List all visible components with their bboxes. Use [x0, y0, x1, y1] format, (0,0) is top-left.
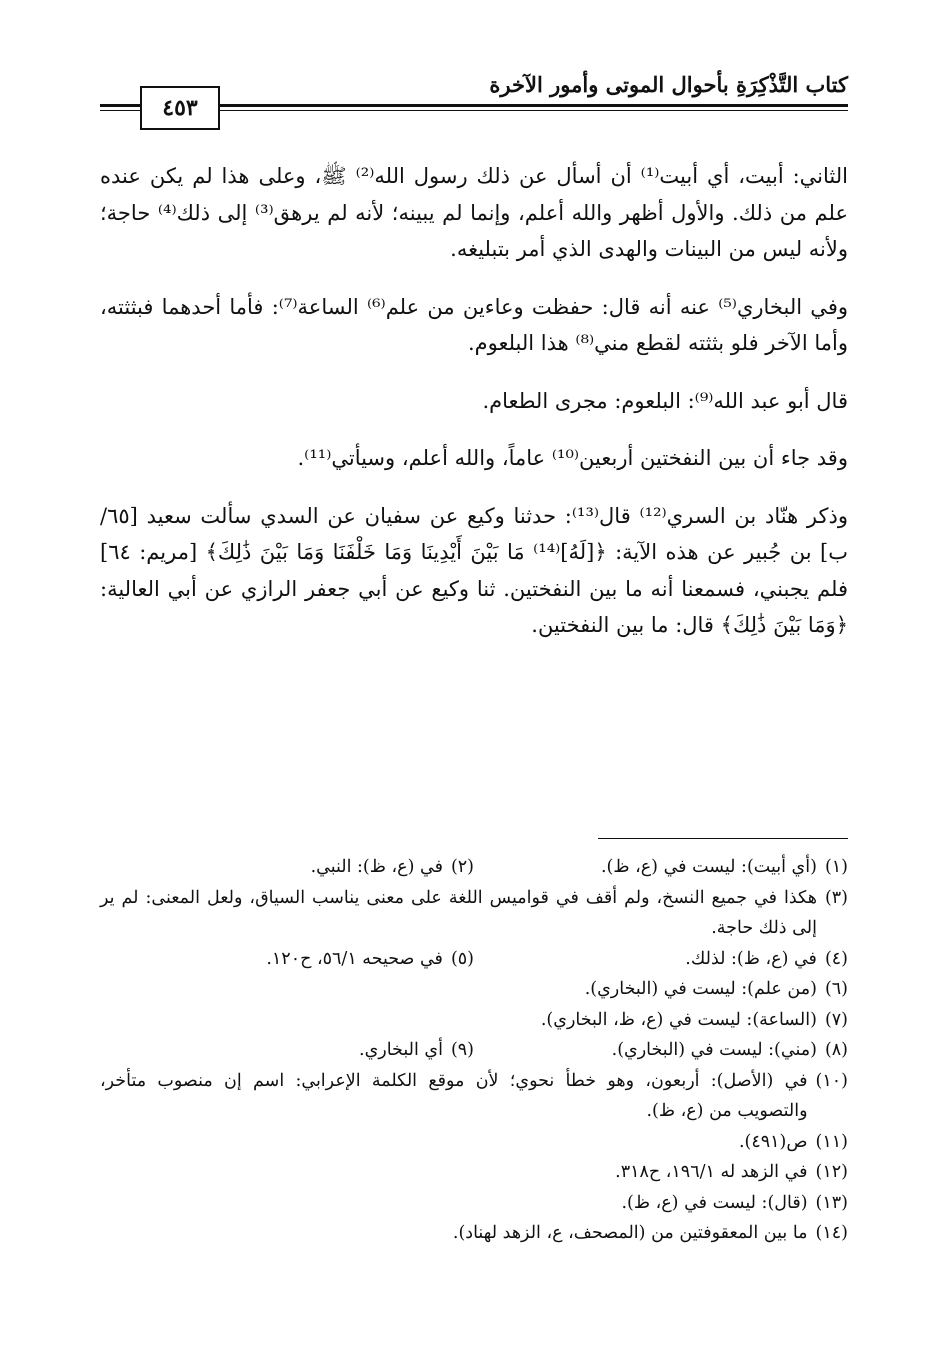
footnote-number: (٥) — [450, 948, 474, 969]
paragraph: وفي البخاري⁽⁵⁾ عنه أنه قال: حفظت وعاءين من علم⁽⁶⁾ الساعة⁽⁷⁾: فأما أحدهما فبثثته، وأما الآخر فلو بثثته لقطع مني⁽⁸⁾ هذا البلعوم. — [100, 294, 848, 355]
footnote-text: أي البخاري. — [359, 1040, 443, 1060]
footnote-number: (١٤) — [815, 1223, 848, 1243]
footnote-row — [100, 1066, 848, 1127]
footnote-row — [100, 1035, 848, 1066]
footnote — [100, 1188, 848, 1219]
footnote-row — [100, 944, 848, 975]
footnote — [474, 852, 848, 883]
footnote-row — [100, 974, 848, 1005]
footnote-number: (١) — [824, 857, 848, 877]
footnote-separator — [598, 838, 848, 839]
footnote-text: هكذا في جميع النسخ، ولم أقف في قواميس اللغة على معنى يناسب السياق، ولعل المعنى: لم ير إلى ذلك حاجة. — [100, 887, 817, 938]
footnote-row — [100, 1005, 848, 1036]
footnote-text: في الزهد له ١٩٦/١، ح٣١٨. — [615, 1162, 808, 1182]
footnote — [100, 1218, 848, 1249]
footnote-number: (١٢) — [815, 1162, 848, 1182]
footnote — [100, 944, 474, 975]
main-text — [100, 158, 848, 665]
footnote — [100, 1066, 848, 1127]
footnote-text: في صحيحه ٥٦/١، ح١٢٠. — [266, 948, 443, 969]
footnote-row — [100, 883, 848, 944]
page-number: ٤٥٣ — [140, 86, 220, 130]
running-title: كتاب التَّذْكِرَةِ بأحوال الموتى وأمور الآخرة — [489, 72, 848, 97]
footnote-number: (٩) — [450, 1040, 474, 1060]
footnote-text: في (ع، ظ): النبي. — [310, 857, 443, 877]
footnote-row — [100, 1127, 848, 1158]
footnote-row — [100, 1157, 848, 1188]
paragraph: وذكر هنّاد بن السري⁽¹²⁾ قال⁽¹³⁾: حدثنا وكيع عن سفيان عن السدي سألت سعيد [٦٥/ب] بن جُبير عن هذه الآية: ﴿[لَهُ]⁽¹⁴⁾ مَا بَيْنَ أَيْدِينَا وَمَا خَلْفَنَا وَمَا بَيْنَ ذَٰلِكَ﴾ [مريم: ٦٤] فلم يجبني، فسمعنا أنه ما بين النفختين. ثنا وكيع عن أبي جعفر الرازي عن أبي العالية: ﴿وَمَا بَيْنَ ذَٰلِكَ﴾ قال: ما بين النفختين. — [100, 503, 849, 637]
footnote-row — [100, 1218, 848, 1249]
footnote — [100, 1005, 848, 1036]
footnote-text: (من علم): ليست في (البخاري). — [584, 979, 817, 999]
paragraph: قال أبو عبد الله⁽⁹⁾: البلعوم: مجرى الطعام. — [482, 388, 848, 413]
footnotes — [100, 852, 848, 1249]
page-header — [100, 72, 848, 132]
footnote-text: في (الأصل): أربعون، وهو خطأ نحوي؛ لأن موقع الكلمة الإعرابي: اسم إن منصوب متأخر، والتصويب من (ع، ظ). — [100, 1070, 808, 1121]
footnote-number: (١٣) — [815, 1192, 848, 1213]
footnote-number: (٨) — [824, 1040, 848, 1060]
footnote-text: (مني): ليست في (البخاري). — [611, 1040, 817, 1060]
footnote-text: (قال): ليست في (ع، ظ). — [621, 1192, 808, 1213]
footnote — [100, 883, 848, 944]
footnote — [100, 1127, 848, 1158]
footnote — [100, 974, 848, 1005]
footnote-number: (١١) — [815, 1131, 848, 1152]
footnote-text: ما بين المعقوفتين من (المصحف، ع، الزهد لهناد). — [452, 1223, 808, 1243]
footnote-number: (٤) — [824, 948, 848, 969]
footnote-number: (٦) — [824, 979, 848, 999]
footnote-text: (أي أبيت): ليست في (ع، ظ). — [600, 857, 817, 877]
footnote — [100, 1157, 848, 1188]
footnote-number: (١٠) — [815, 1070, 848, 1091]
footnote-text: ص(٤٩١). — [738, 1131, 808, 1152]
footnote — [474, 944, 848, 975]
footnote — [100, 852, 474, 883]
footnote-row — [100, 852, 848, 883]
footnote-text: في (ع، ظ): لذلك. — [685, 948, 817, 969]
footnote — [100, 1035, 474, 1066]
footnote-number: (٧) — [824, 1009, 848, 1030]
footnote-number: (٣) — [824, 887, 848, 908]
paragraph: وقد جاء أن بين النفختين أربعين⁽¹⁰⁾ عاماً، والله أعلم، وسيأتي⁽¹¹⁾. — [297, 446, 848, 470]
footnote-number: (٢) — [450, 857, 474, 877]
paragraph: الثاني: أبيت، أي أبيت⁽¹⁾ أن أسأل عن ذلك رسول الله⁽²⁾ ﷺ، وعلى هذا لم يكن عنده علم من ذلك. والأول أظهر والله أعلم، وإنما لم يبينه؛ لأنه لم يرهق⁽³⁾ إلى ذلك⁽⁴⁾ حاجة؛ ولأنه ليس من البينات والهدى الذي أمر بتبليغه. — [100, 164, 848, 261]
footnote-text: (الساعة): ليست في (ع، ظ، البخاري). — [540, 1009, 817, 1030]
footnote — [474, 1035, 848, 1066]
footnote-row — [100, 1188, 848, 1219]
